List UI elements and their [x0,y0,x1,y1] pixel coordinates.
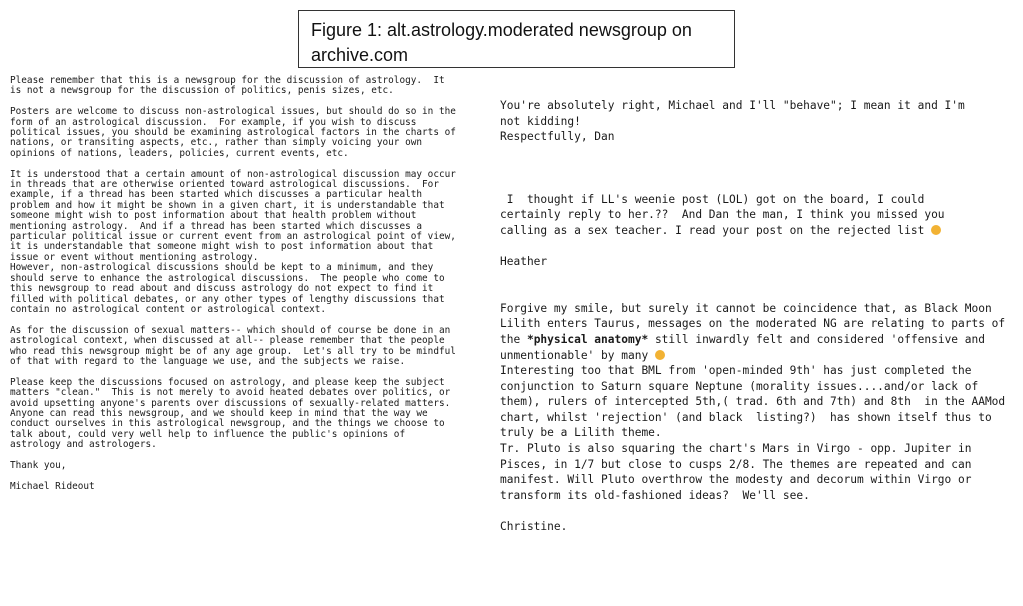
reply-line: transform its old-fashioned ideas? We'll see. [500,488,810,502]
notice-line: particular political issue or current event from an astrological point of view, [10,231,456,243]
caption-line-1: Figure 1: alt.astrology.moderated newsgroup on [311,20,692,40]
emphasis-text: *physical anatomy* [526,332,649,346]
notice-line: avoid upsetting anyone's parents over discussions of sexually-related matters. [10,397,451,409]
reply-line: them), rulers of intercepted 5th,( trad. 6th and 7th) and 8th in the AAMod [500,395,1006,409]
notice-paragraph [10,378,495,451]
notice-line: However, non-astrological discussions should be kept to a minimum, and they [10,262,434,274]
notice-line: is not a newsgroup for the discussion of politics, penis sizes, etc. [10,85,394,97]
notice-line: example, if a thread has been started which discusses a particular health [10,189,423,201]
notice-line: Please remember that this is a newsgroup for the discussion of astrology. It [10,75,445,86]
notice-line: of that with regard to the language we use, and the subjects we raise. [10,355,406,367]
notice-line: should serve to enhance the astrological discussions. The people who come to [10,272,445,284]
moderator-notice [10,76,495,503]
figure-caption [298,10,735,68]
smiley-emoji-icon [931,225,941,235]
notice-line: problem and how it might be shown in a given chart, it is understandable that [10,199,445,211]
notice-line: It is understood that a certain amount of non-astrological discussion may occur [10,168,456,180]
reply-line [500,348,1020,364]
reply-line: Interesting too that BML from 'open-minded 9th' has just completed the [500,364,972,378]
notice-line: form of an astrological discussion. For example, if you wish to discuss [10,116,417,128]
reply-line [500,223,1020,239]
notice-paragraph [10,326,495,368]
notice-line: someone might wish to post information about that health problem without [10,210,417,222]
reply-line: Pisces, in 1/7 but close to cusps 2/8. The themes are repeated and can [500,457,972,471]
notice-paragraph [10,107,495,159]
smiley-emoji-icon [655,350,665,360]
notice-line: nations, or transiting aspects, etc., rather than simply voicing your own [10,137,423,149]
notice-line: conduct ourselves in this astrological newsgroup, and the things we choose to [10,418,445,430]
reply-text: still inwardly felt and considered 'offensive and [648,332,985,346]
reply-line: Tr. Pluto is also squaring the chart's Mars in Virgo - opp. Jupiter in [500,442,972,456]
reply-line: certainly reply to her.?? And Dan the man, I think you missed you [500,208,945,222]
reply-line: conjunction to Saturn square Neptune (morality issues....and/or lack of [500,379,979,393]
reply-line: truly be a Lilith theme. [500,426,662,440]
notice-line: astrology and astrologers. [10,439,157,451]
reply-line: Forgive my smile, but surely it cannot be coincidence that, as Black Moon [500,301,992,315]
notice-line: in threads that are otherwise oriented toward astrological discussions. For [10,179,439,191]
reply-text: unmentionable' by many [500,348,655,362]
christine-reply [500,301,1020,535]
heather-reply [500,192,1020,270]
reply-line: chart, whilst 'rejection' (and black listing?) has shown itself thus to [500,410,992,424]
notice-line: contain no astrological content or astrological context. [10,303,327,315]
reply-line [500,332,1020,348]
notice-line: Posters are welcome to discuss non-astrological issues, but should do so in the [10,106,456,118]
notice-line: opinions of nations, leaders, policies, current events, etc. [10,147,349,159]
reply-line: You're absolutely right, Michael and I'll "behave"; I mean it and I'm [500,99,965,112]
reply-line: not kidding! [500,114,581,128]
caption-line-2: archive.com [311,45,409,65]
reply-line: I thought if LL's weenie post (LOL) got on the board, I could [500,192,925,206]
notice-line: Thank you, [10,459,67,471]
notice-line: Michael Rideout [10,480,95,492]
notice-line: who read this newsgroup might be of any age group. Let's all try to be mindful [10,345,456,357]
notice-line: Please keep the discussions focused on astrology, and please keep the subject [10,376,445,388]
notice-line: issue or event without mentioning astrology. [10,251,259,263]
reply-signature: Respectfully, Dan [500,130,615,144]
reply-line: Lilith enters Taurus, messages on the moderated NG are relating to parts of [500,317,1006,331]
reply-line: manifest. Will Pluto overthrow the modesty and decorum within Virgo or [500,473,972,487]
reply-signature: Heather [500,254,548,268]
notice-paragraph [10,482,495,492]
notice-line: As for the discussion of sexual matters-- which should of course be done in an [10,324,451,336]
notice-line: Anyone can read this newsgroup, and we should keep in mind that the way we [10,407,428,419]
notice-paragraph [10,461,495,471]
reply-signature: Christine. [500,520,568,534]
reply-text: the [500,332,527,346]
reply-text: calling as a sex teacher. I read your post on the rejected list [500,223,932,237]
notice-line: political issues, you should be examining astrological factors in the charts of [10,127,456,139]
notice-paragraph [10,76,495,97]
notice-line: it is understandable that someone might wish to post information about that [10,241,434,253]
newsgroup-replies [500,98,1020,535]
notice-line: matters "clean." This is not merely to avoid heated debates over politics, or [10,387,451,399]
notice-paragraph [10,170,495,316]
notice-line: astrological context, when discussed at all-- please remember that the people [10,335,445,347]
notice-line: talk about, could very well help to influence the public's opinions of [10,428,406,440]
dan-reply [500,98,1020,145]
notice-line: mentioning astrology. And if a thread has been started which discusses a [10,220,423,232]
notice-line: this newsgroup to read about and discuss astrology do not expect to find it [10,283,434,295]
notice-line: filled with political debates, or any other types of lengthy discussions that [10,293,445,305]
